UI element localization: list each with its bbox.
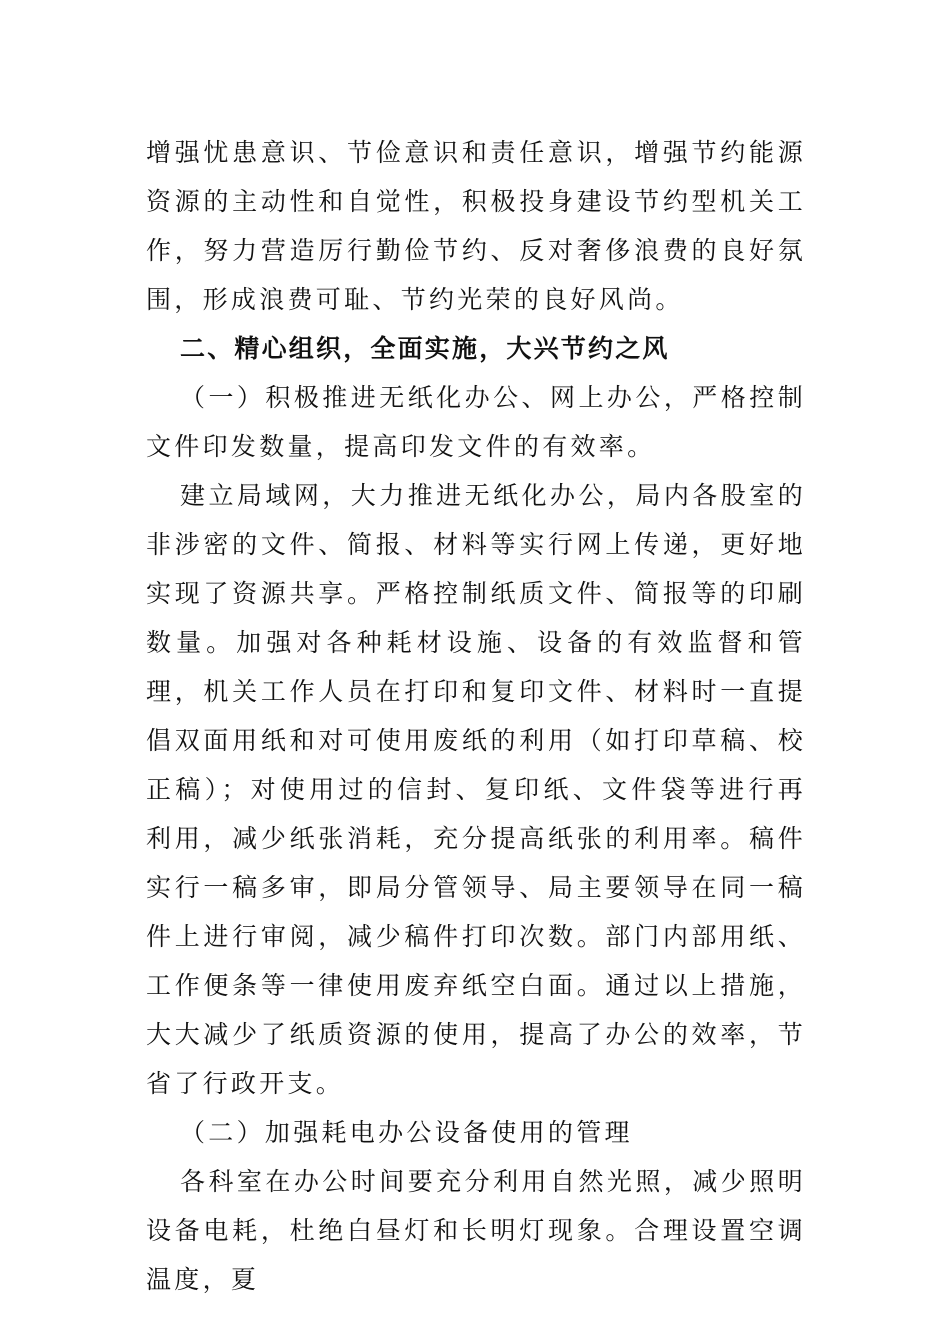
document-body xyxy=(146,128,806,1304)
paragraph-paperless-office: 建立局域网，大力推进无纸化办公，局内各股室的非涉密的文件、简报、材料等实行网上传递，更好地实现了资源共享。严格控制纸质文件、简报等的印刷数量。加强对各种耗材设施、设备的有效监督和管理，机关工作人员在打印和复印文件、材料时一直提倡双面用纸和对可使用废纸的利用（如打印草稿、校正稿）；对使用过的信封、复印纸、文件袋等进行再利用，减少纸张消耗，充分提高纸张的利用率。稿件实行一稿多审，即局分管领导、局主要领导在同一稿件上进行审阅，减少稿件打印次数。部门内部用纸、工作便条等一律使用废弃纸空白面。通过以上措施，大大减少了纸质资源的使用，提高了办公的效率，节省了行政开支。 xyxy=(146,481,806,1098)
subsection-heading-1: （一）积极推进无纸化办公、网上办公，严格控制文件印发数量，提高印发文件的有效率。 xyxy=(146,383,806,461)
section-heading: 二、精心组织，全面实施，大兴节约之风 xyxy=(180,334,670,363)
paragraph-continuation: 增强忧患意识、节俭意识和责任意识，增强节约能源资源的主动性和自觉性，积极投身建设节约型机关工作，努力营造厉行勤俭节约、反对奢侈浪费的良好氛围，形成浪费可耻、节约光荣的良好风尚。 xyxy=(146,138,806,314)
paragraph-electricity: 各科室在办公时间要充分利用自然光照，减少照明设备电耗，杜绝白昼灯和长明灯现象。合理设置空调温度，夏 xyxy=(146,1167,806,1294)
subsection-heading-2: （二）加强耗电办公设备使用的管理 xyxy=(180,1118,633,1147)
